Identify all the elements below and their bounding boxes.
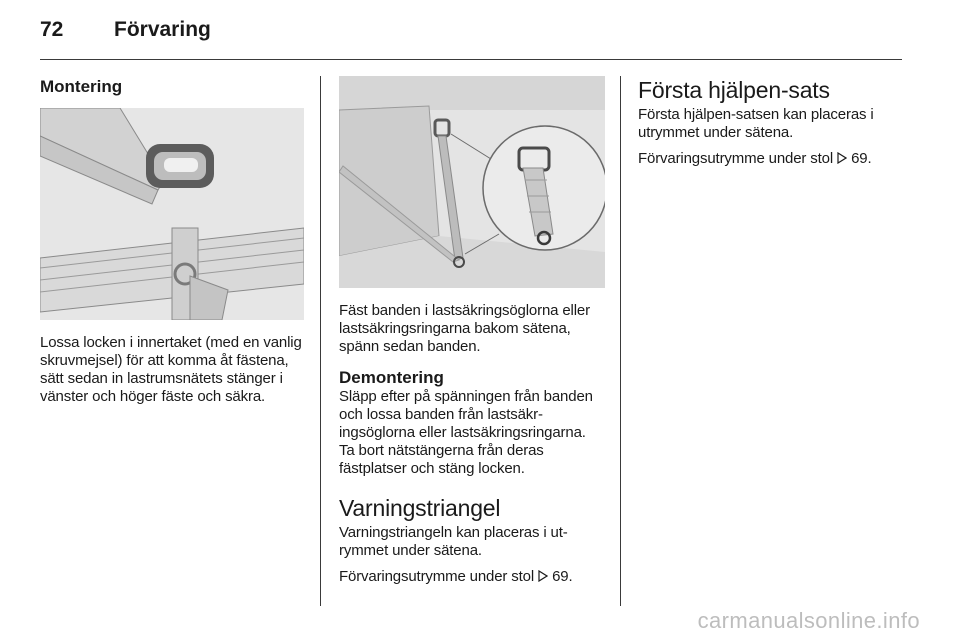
arrow-right-icon: [538, 570, 548, 582]
reference-label: Förvaringsutrymme under stol: [638, 150, 834, 167]
varningstriangel-reference[interactable]: [339, 568, 605, 586]
reference-label: Förvaringsutrymme under stol: [339, 568, 535, 585]
heading-demontering: Demontering: [339, 368, 444, 387]
forsta-hjalpen-text: Första hjälpen-satsen kan placeras i utrymmet under sätena.: [638, 106, 874, 141]
reference-page: 69.: [552, 568, 573, 585]
montering-text: Lossa locken i innertaket (med en vanlig skruvmejsel) för att komma åt fästena, sätt sedan in lastrumsnätets stänger i vänster och höger fäste och säkra.: [40, 334, 302, 405]
heading-montering: Montering: [40, 77, 123, 96]
header-rule: [40, 59, 902, 60]
heading-forsta-hjalpen-sats: Första hjälpen-sats: [638, 77, 830, 103]
chapter-title: Förvaring: [114, 18, 211, 41]
column-left: [40, 76, 304, 406]
column-divider-1: [320, 76, 321, 606]
column-divider-2: [620, 76, 621, 606]
cargo-net-anchor-illustration: [40, 108, 304, 320]
demontering-text: Släpp efter på spänningen från banden och lossa banden från lastsäkringsöglorna eller lastsäkringsringarna. Ta bort nätstängerna från deras fästplatser och stäng locken.: [339, 388, 593, 477]
lashing-eye-strap-illustration: [339, 76, 605, 288]
figure-cargo-net-anchor: [40, 108, 304, 320]
page-number: 72: [40, 18, 64, 41]
reference-page: 69.: [851, 150, 872, 167]
heading-varningstriangel: Varningstriangel: [339, 495, 501, 521]
varningstriangel-text: Varningstriangeln kan placeras i utrymmet under sätena.: [339, 524, 568, 559]
forsta-hjalpen-reference[interactable]: [638, 150, 900, 168]
watermark: carmanualsonline.info: [697, 608, 920, 633]
arrow-right-icon: [837, 152, 847, 164]
figure-lashing-eye-strap: [339, 76, 605, 288]
page-header: [40, 18, 902, 58]
column-middle: [339, 76, 605, 586]
column-right: [638, 76, 900, 168]
lashing-text: Fäst banden i lastsäkringsöglorna eller lastsäkringsringarna bakom sätena, spänn sedan banden.: [339, 302, 590, 355]
